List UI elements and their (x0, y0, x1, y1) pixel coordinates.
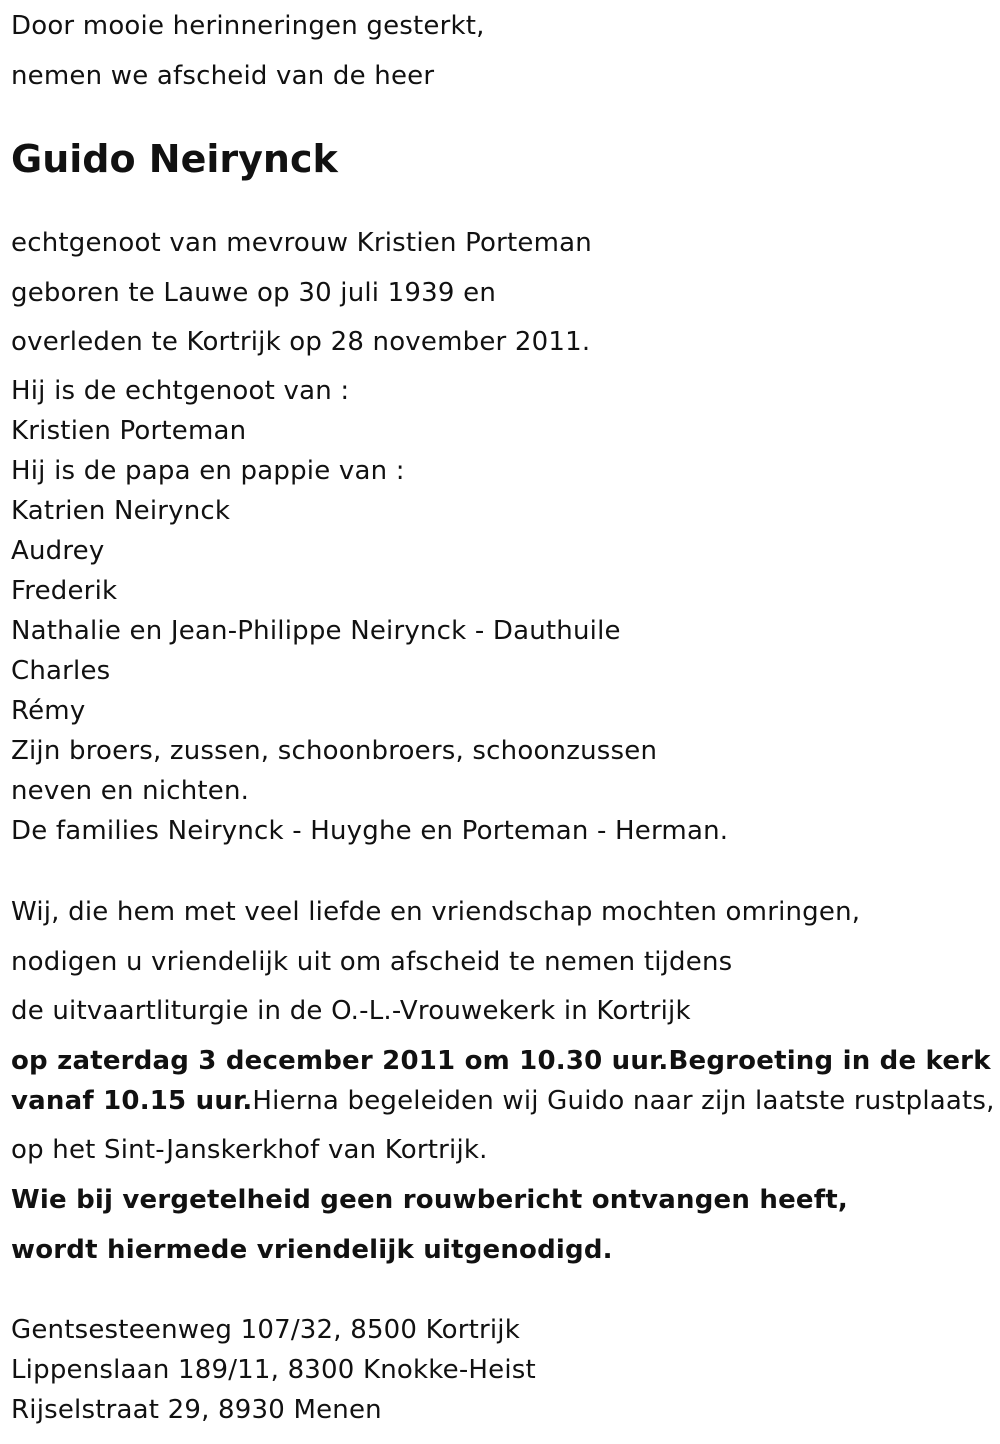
family-line: Frederik (11, 576, 118, 606)
family-line: Hij is de echtgenoot van : (11, 376, 350, 406)
deceased-name: Guido Neirynck (11, 137, 338, 181)
address-line: Lippenslaan 189/11, 8300 Knokke-Heist (11, 1355, 536, 1385)
family-line: Katrien Neirynck (11, 496, 231, 526)
ceremony-line-2: nodigen u vriendelijk uit om afscheid te nemen tijdens (11, 947, 733, 977)
bio-born-line: geboren te Lauwe op 30 juli 1939 en (11, 278, 496, 308)
ceremony-date: op zaterdag 3 december 2011 om 10.30 uur. (11, 1046, 669, 1076)
family-line: Nathalie en Jean-Philippe Neirynck - Dauthuile (11, 616, 621, 646)
bio-died-line: overleden te Kortrijk op 28 november 2011. (11, 327, 591, 357)
greeting-time: vanaf 10.15 uur. (11, 1086, 253, 1116)
ceremony-line-3: de uitvaartliturgie in de O.-L.-Vrouwekerk in Kortrijk (11, 996, 691, 1026)
family-line: Charles (11, 656, 111, 686)
greeting-start: Begroeting in de kerk (668, 1046, 991, 1076)
ceremony-greeting-line (11, 1086, 995, 1116)
ceremony-cemetery-line: op het Sint-Janskerkhof van Kortrijk. (11, 1135, 488, 1165)
notice-line-1: Wie bij vergetelheid geen rouwbericht ontvangen heeft, (11, 1185, 848, 1215)
notice-line-2: wordt hiermede vriendelijk uitgenodigd. (11, 1235, 613, 1265)
family-line: Kristien Porteman (11, 416, 247, 446)
ceremony-line-1: Wij, die hem met veel liefde en vriendschap mochten omringen, (11, 897, 861, 927)
address-line: Rijselstraat 29, 8930 Menen (11, 1395, 382, 1425)
family-line: De families Neirynck - Huyghe en Porteman - Herman. (11, 816, 729, 846)
burial-text: Hierna begeleiden wij Guido naar zijn laatste rustplaats, (252, 1086, 995, 1116)
family-line: Hij is de papa en pappie van : (11, 456, 405, 486)
intro-line-1: Door mooie herinneringen gesterkt, (11, 11, 485, 41)
address-line: Gentsesteenweg 107/32, 8500 Kortrijk (11, 1315, 520, 1345)
family-line: neven en nichten. (11, 776, 250, 806)
intro-line-2: nemen we afscheid van de heer (11, 61, 435, 91)
ceremony-date-line (11, 1046, 991, 1076)
family-line: Audrey (11, 536, 105, 566)
bio-spouse-line: echtgenoot van mevrouw Kristien Porteman (11, 228, 592, 258)
family-line: Zijn broers, zussen, schoonbroers, schoonzussen (11, 736, 658, 766)
family-line: Rémy (11, 696, 86, 726)
